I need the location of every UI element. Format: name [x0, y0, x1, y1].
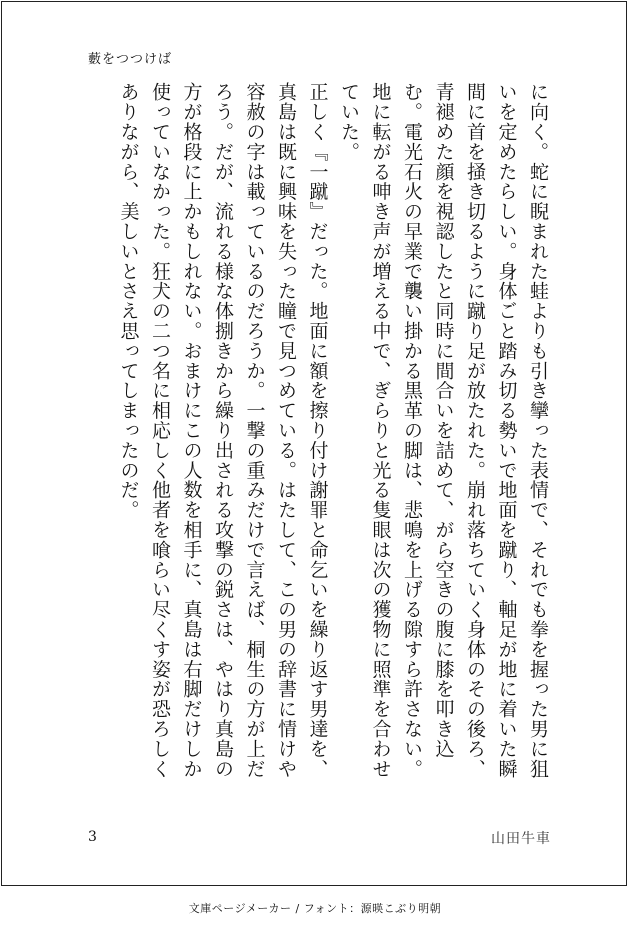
page-frame	[1, 1, 627, 886]
footer-credit: 文庫ページメーカー / フォント：源暎こぶり明朝	[188, 902, 442, 915]
running-title: 藪をつつけば	[88, 52, 173, 67]
page-number: 3	[88, 829, 97, 845]
paragraph-1: に向く。蛇に睨まれた蛙よりも引き攣った表情で、それでも拳を握った男に狙いを定めたらしい。身体ごと踏み切る勢いで地面を蹴り、軸足が地に着いた瞬間に首を掻き切るように蹴り足が放たれた。崩れ落ちていく身体のその後ろ、青褪めた顔を視認したと同時に間合いを詰めて、がら空きの腹に膝を叩き込む。電光石火の早業で襲い掛かる黒革の脚は、悲鳴を上げる隙すら許さない。地に転がる呻き声が増える中で、ぎらりと光る隻眼は次の獲物に照準を合わせていた。	[338, 82, 549, 779]
author-name: 山田牛車	[491, 831, 551, 847]
body-text	[73, 82, 553, 782]
paragraph-2: 正しく『一蹴』だった。地面に額を擦り付け謝罪と命乞いを繰り返す男達を、真島は既に興味を失った瞳で見つめている。はたして、この男の辞書に情けや容赦の字は載っているのだろうか。一撃の重みだけで言えば、桐生の方が上だろう。だが、流れる様な体捌きから繰り出される攻撃の鋭さは、やはり真島の方が格段に上かもしれない。おまけにこの人数を相手に、真島は右脚だけしか使っていなかった。狂犬の二つ名に相応しく他者を喰らい尽くす姿が恐ろしくありながら、美しいとさえ思ってしまったのだ。	[117, 82, 329, 779]
